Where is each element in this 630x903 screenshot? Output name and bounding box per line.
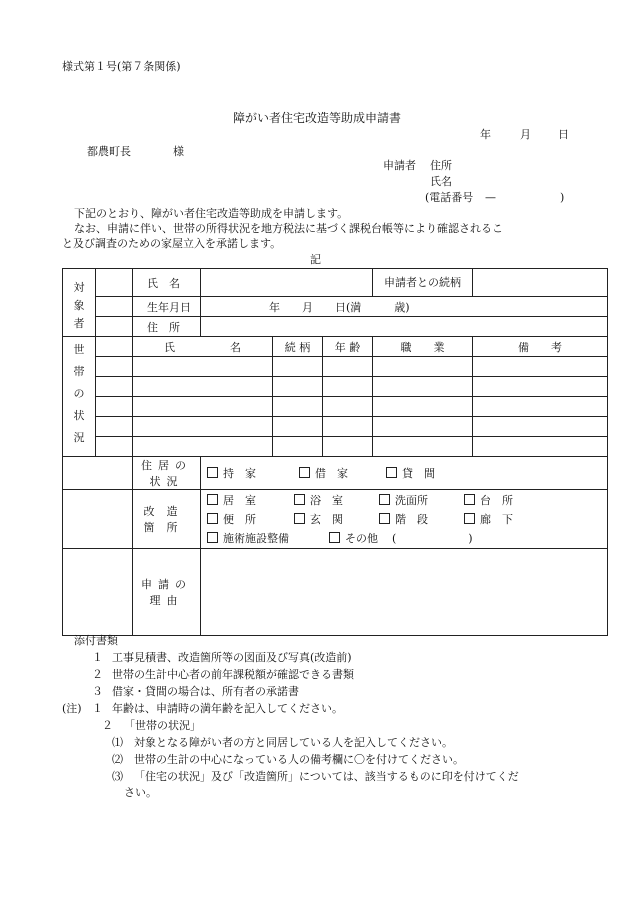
household-cell[interactable]: [96, 417, 133, 437]
subject-address-blank[interactable]: [96, 317, 133, 337]
household-cell-name[interactable]: [133, 417, 273, 437]
renovation-option-hallway[interactable]: 廊 下: [464, 510, 513, 529]
ki-label: 記: [310, 253, 321, 266]
relation-field[interactable]: [473, 269, 608, 297]
renovation-option-entrance[interactable]: 玄 関: [294, 510, 379, 529]
household-cell-name[interactable]: [133, 357, 273, 377]
checkbox-icon[interactable]: [329, 532, 340, 543]
household-cell-age[interactable]: [323, 397, 373, 417]
checkbox-icon[interactable]: [464, 494, 475, 505]
household-cell-note[interactable]: [473, 357, 608, 377]
intro-line-3: と及び調査のための家屋立入を承諾します。: [62, 237, 282, 250]
checkbox-icon[interactable]: [379, 513, 390, 524]
residence-options: [201, 457, 608, 490]
renovation-options: [201, 490, 608, 549]
renovation-option-room[interactable]: 居 室: [207, 491, 294, 510]
household-cell[interactable]: [96, 357, 133, 377]
note-2-num: ２: [102, 719, 113, 732]
renovation-option-kitchen[interactable]: 台 所: [464, 491, 513, 510]
subnote-3-num: ⑶: [112, 770, 123, 783]
renovation-option-washroom[interactable]: 洗面所: [379, 491, 464, 510]
addressee-honorific: 様: [173, 145, 184, 158]
attachment-3-num: ３: [92, 685, 103, 698]
checkbox-icon[interactable]: [294, 494, 305, 505]
residence-option-rent[interactable]: 借 家: [299, 465, 386, 481]
household-cell-job[interactable]: [373, 437, 473, 457]
attachment-1-num: １: [92, 651, 103, 664]
household-cell-name[interactable]: [133, 377, 273, 397]
reason-field[interactable]: [201, 549, 608, 636]
household-header-blank: [96, 337, 133, 357]
checkbox-icon[interactable]: [379, 494, 390, 505]
household-cell-job[interactable]: [373, 377, 473, 397]
checkbox-icon[interactable]: [294, 513, 305, 524]
household-header-note: 備 考: [473, 337, 608, 357]
dob-label: 生年月日: [133, 297, 201, 317]
date-year-label: 年: [480, 128, 491, 141]
household-cell[interactable]: [96, 377, 133, 397]
household-cell-relation[interactable]: [273, 417, 323, 437]
household-cell-relation[interactable]: [273, 397, 323, 417]
intro-line-1: 下記のとおり、障がい者住宅改造等助成を申請します。: [74, 207, 349, 220]
residence-label: 住居の状況: [133, 457, 201, 490]
reason-label: 申請の理由: [133, 549, 201, 636]
household-cell-job[interactable]: [373, 417, 473, 437]
subnote-3-line-2: さい。: [124, 786, 157, 799]
household-header-age: 年 齢: [323, 337, 373, 357]
form-id: 様式第１号(第７条関係): [62, 60, 181, 73]
date-month-label: 月: [520, 128, 531, 141]
household-cell-name[interactable]: [133, 437, 273, 457]
subnote-2: 世帯の生計の中心になっている人の備考欄に〇を付けてください。: [134, 753, 464, 766]
residence-blank: [63, 457, 133, 490]
applicant-phone-open: (電話番号: [425, 191, 474, 204]
household-header-job: 職 業: [373, 337, 473, 357]
residence-option-own[interactable]: 持 家: [207, 465, 299, 481]
checkbox-icon[interactable]: [207, 513, 218, 524]
note-1: 年齢は、申請時の満年齢を記入してください。: [112, 702, 343, 715]
note-1-num: １: [92, 702, 103, 715]
note-2: 「世帯の状況」: [124, 719, 201, 732]
household-cell-relation[interactable]: [273, 437, 323, 457]
page-title: 障がい者住宅改造等助成申請書: [233, 111, 402, 125]
household-cell-note[interactable]: [473, 377, 608, 397]
renovation-option-bath[interactable]: 浴 室: [294, 491, 379, 510]
household-cell-age[interactable]: [323, 377, 373, 397]
renovation-blank: [63, 490, 133, 549]
renovation-label: 改造箇所: [133, 490, 201, 549]
subnote-2-num: ⑵: [112, 753, 123, 766]
subject-dob-blank[interactable]: [96, 297, 133, 317]
checkbox-icon[interactable]: [386, 467, 397, 478]
household-cell-job[interactable]: [373, 357, 473, 377]
applicant-name-label: 氏名: [430, 175, 452, 188]
subject-side-label: 対 象 者: [63, 269, 96, 337]
application-form-table: [62, 268, 608, 636]
household-cell-note[interactable]: [473, 397, 608, 417]
household-row: [63, 437, 608, 457]
household-row: [63, 377, 608, 397]
subnote-1-num: ⑴: [112, 736, 123, 749]
checkbox-icon[interactable]: [207, 467, 218, 478]
household-cell-relation[interactable]: [273, 377, 323, 397]
household-side-label: 世 帯 の 状 況: [63, 337, 96, 457]
address-label: 住 所: [133, 317, 201, 337]
residence-option-room[interactable]: 貸 間: [386, 465, 435, 481]
household-row: [63, 397, 608, 417]
household-row: [63, 357, 608, 377]
household-header-relation: 続 柄: [273, 337, 323, 357]
intro-line-2: なお、申請に伴い、世帯の所得状況を地方税法に基づく課税台帳等により確認されるこ: [74, 222, 503, 235]
dob-field[interactable]: 年 月 日(満 歳): [201, 297, 608, 317]
addressee-mayor: 都農町長: [87, 145, 131, 158]
household-cell-age[interactable]: [323, 357, 373, 377]
checkbox-icon[interactable]: [299, 467, 310, 478]
household-cell[interactable]: [96, 397, 133, 417]
household-row: [63, 417, 608, 437]
subnote-1: 対象となる障がい者の方と同居している人を記入してください。: [134, 736, 453, 749]
household-cell-job[interactable]: [373, 397, 473, 417]
notes-label: (注): [62, 702, 82, 715]
checkbox-icon[interactable]: [207, 532, 218, 543]
checkbox-icon[interactable]: [207, 494, 218, 505]
attachment-1: 工事見積書、改造箇所等の図面及び写真(改造前): [112, 651, 352, 664]
attachments-heading: 添付書類: [74, 634, 118, 647]
date-day-label: 日: [558, 128, 569, 141]
applicant-address-label: 住所: [430, 159, 452, 172]
household-cell-note[interactable]: [473, 437, 608, 457]
reason-blank: [63, 549, 133, 636]
renovation-option-other[interactable]: その他 ( ): [329, 529, 473, 548]
household-header-name: 氏 名: [133, 337, 273, 357]
household-cell-name[interactable]: [133, 397, 273, 417]
household-cell-relation[interactable]: [273, 357, 323, 377]
household-cell[interactable]: [96, 437, 133, 457]
applicant-phone-dash: —: [485, 191, 496, 204]
household-cell-age[interactable]: [323, 437, 373, 457]
household-cell-note[interactable]: [473, 417, 608, 437]
household-cell-age[interactable]: [323, 417, 373, 437]
attachment-3: 借家・貸間の場合は、所有者の承諾書: [112, 685, 299, 698]
subject-name-blank[interactable]: [96, 269, 133, 297]
relation-label: 申請者との続柄: [373, 269, 473, 297]
subnote-3-line-1: 「住宅の状況」及び「改造箇所」については、該当するものに印を付けてくだ: [134, 770, 519, 783]
attachment-2: 世帯の生計中心者の前年課税額が確認できる書類: [112, 668, 354, 681]
applicant-label: 申請者: [383, 159, 416, 172]
renovation-option-stairs[interactable]: 階 段: [379, 510, 464, 529]
subject-name-field[interactable]: [201, 269, 373, 297]
renovation-option-facility[interactable]: 施術施設整備: [207, 529, 329, 548]
address-field[interactable]: [201, 317, 608, 337]
applicant-phone-close: ): [560, 191, 565, 204]
attachment-2-num: ２: [92, 668, 103, 681]
renovation-option-toilet[interactable]: 便 所: [207, 510, 294, 529]
subject-name-label: 氏 名: [133, 269, 201, 297]
checkbox-icon[interactable]: [464, 513, 475, 524]
